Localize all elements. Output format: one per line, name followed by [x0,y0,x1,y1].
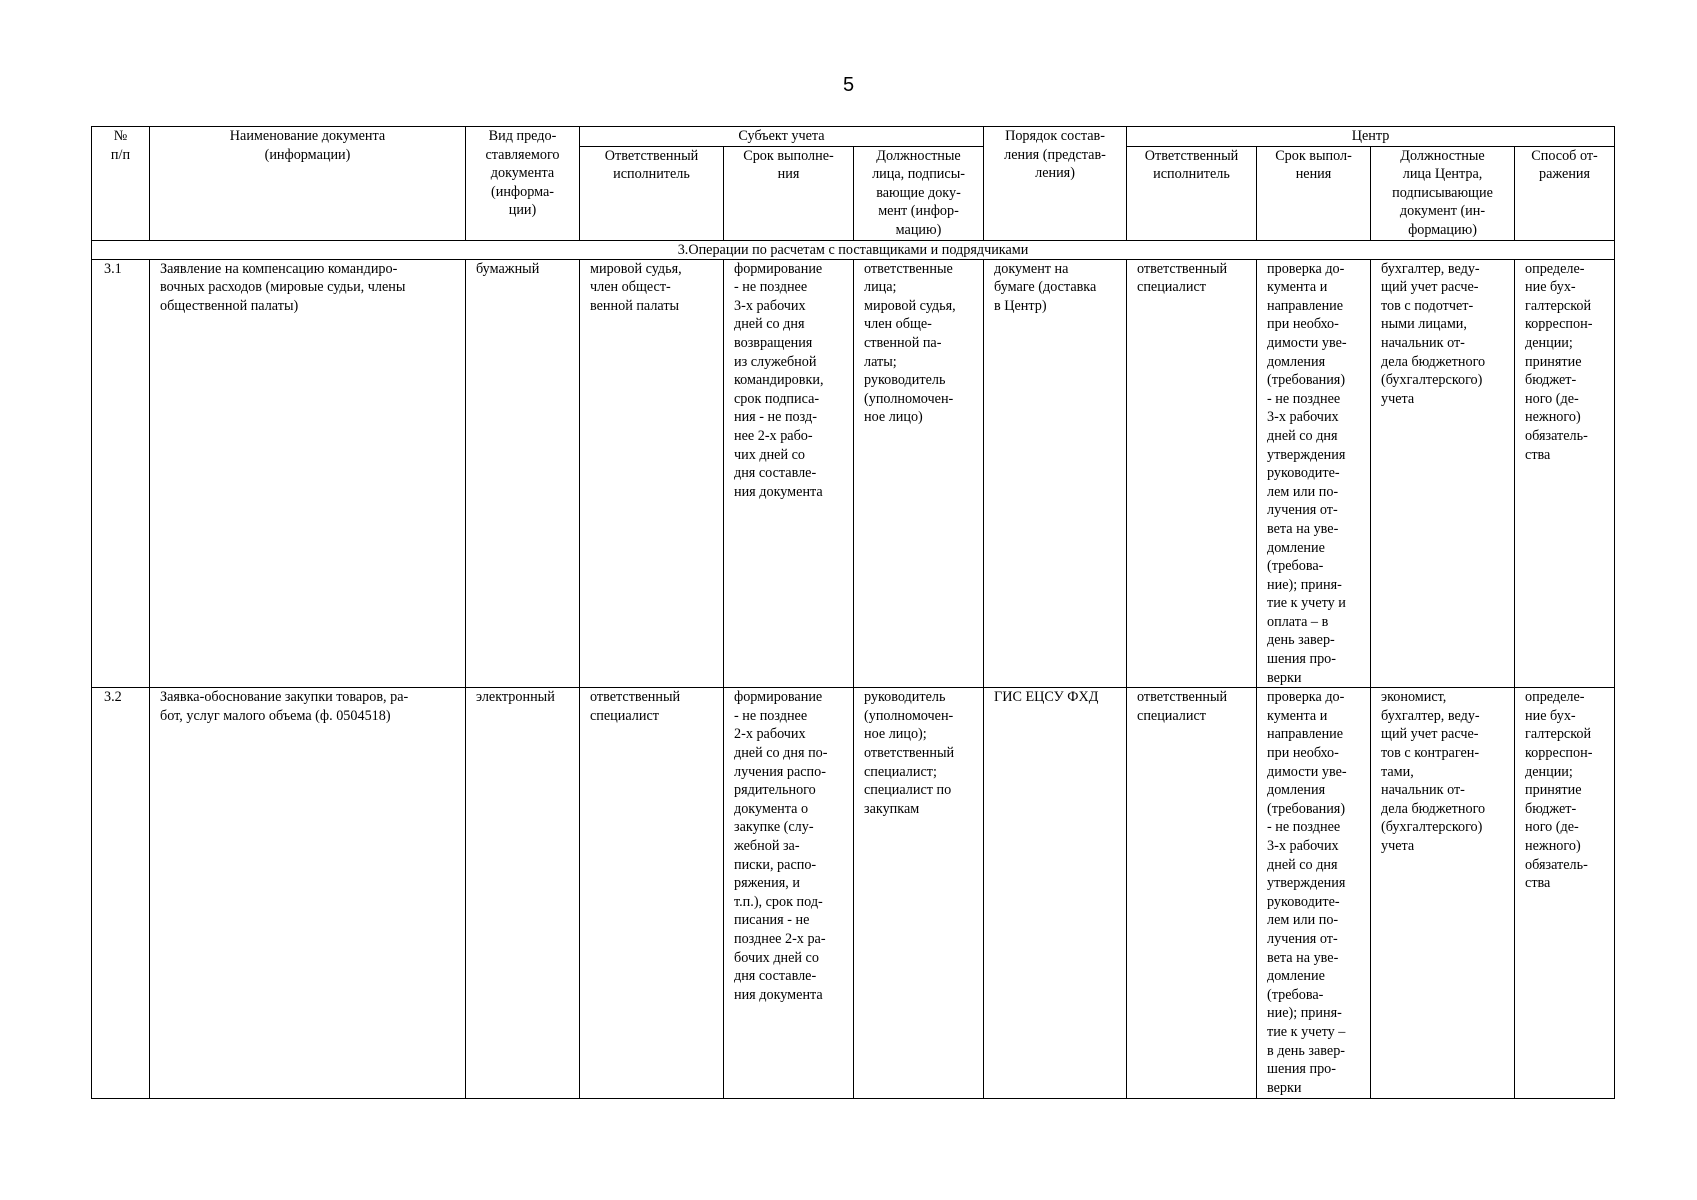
cell-center-officials: экономист, бухгалтер, веду- щий учет расче- тов с контраген- тами, начальник от- дела бюджетного (бухгалтерского) учета [1371,688,1515,1099]
header-center-method: Способ от- ражения [1515,146,1615,240]
header-subj-deadline: Срок выполне- ния [724,146,854,240]
header-doc-type: Вид предо- ставляемого документа (информа- ции) [466,127,580,241]
cell-doc-name: Заявление на компенсацию командиро- вочных расходов (мировые судьи, члены общественной палаты) [150,259,466,688]
cell-center-officials: бухгалтер, веду- щий учет расче- тов с подотчет- ными лицами, начальник от- дела бюджетного (бухгалтерского) учета [1371,259,1515,688]
header-center-executor: Ответственный исполнитель [1127,146,1257,240]
cell-doc-type: электронный [466,688,580,1099]
cell-subj-deadline: формирование - не позднее 3-х рабочих дней со дня возвращения из служебной командировки, срок подписа- ния - не позд- нее 2-х рабо- чих дней со дня составле- ния документа [724,259,854,688]
cell-num: 3.2 [92,688,150,1099]
cell-subj-officials: руководитель (уполномочен- ное лицо); ответственный специалист; специалист по закупкам [854,688,984,1099]
cell-subj-executor: мировой судья, член общест- венной палаты [580,259,724,688]
header-center-officials: Должностные лица Центра, подписывающие документ (ин- формацию) [1371,146,1515,240]
table-row [92,688,1615,1099]
table-header-row-1 [92,127,1615,147]
header-subj-officials: Должностные лица, подписы- вающие доку- мент (инфор- мацию) [854,146,984,240]
header-doc-name: Наименование документа (информации) [150,127,466,241]
header-center-deadline: Срок выпол- нения [1257,146,1371,240]
cell-order: документ на бумаге (доставка в Центр) [984,259,1127,688]
section-title: 3.Операции по расчетам с поставщиками и подрядчиками [92,240,1615,259]
cell-center-executor: ответственный специалист [1127,688,1257,1099]
cell-num: 3.1 [92,259,150,688]
cell-doc-type: бумажный [466,259,580,688]
cell-doc-name: Заявка-обоснование закупки товаров, ра- бот, услуг малого объема (ф. 0504518) [150,688,466,1099]
table-row [92,259,1615,688]
cell-subj-executor: ответственный специалист [580,688,724,1099]
header-subject-group: Субъект учета [580,127,984,147]
cell-order: ГИС ЕЦСУ ФХД [984,688,1127,1099]
cell-center-method: определе- ние бух- галтерской корреспон- денции; принятие бюджет- ного (де- нежного) обязатель- ства [1515,259,1615,688]
cell-subj-officials: ответственные лица; мировой судья, член обще- ственной па- латы; руководитель (уполномочен- ное лицо) [854,259,984,688]
header-order: Порядок состав- ления (представ- ления) [984,127,1127,241]
operations-table [91,126,1615,1099]
cell-subj-deadline: формирование - не позднее 2-х рабочих дней со дня по- лучения распо- рядительного документа о закупке (слу- жебной за- писки, распо- ряжения, и т.п.), срок под- писания - не позднее 2-х ра- бочих дней со дня составле- ния документа [724,688,854,1099]
page-number: 5 [842,74,855,96]
cell-center-deadline: проверка до- кумента и направление при необхо- димости уве- домления (требования) - не позднее 3-х рабочих дней со дня утверждения руководите- лем или по- лучения от- вета на уве- домление (требова- ние); приня- тие к учету – в день завер- шения про- верки [1257,688,1371,1099]
header-subj-executor: Ответственный исполнитель [580,146,724,240]
section-row [92,240,1615,259]
cell-center-executor: ответственный специалист [1127,259,1257,688]
cell-center-method: определе- ние бух- галтерской корреспон- денции; принятие бюджет- ного (де- нежного) обязатель- ства [1515,688,1615,1099]
cell-center-deadline: проверка до- кумента и направление при необхо- димости уве- домления (требования) - не позднее 3-х рабочих дней со дня утверждения руководите- лем или по- лучения от- вета на уве- домление (требова- ние); приня- тие к учету и оплата – в день завер- шения про- верки [1257,259,1371,688]
header-num: № п/п [92,127,150,241]
header-center-group: Центр [1127,127,1615,147]
